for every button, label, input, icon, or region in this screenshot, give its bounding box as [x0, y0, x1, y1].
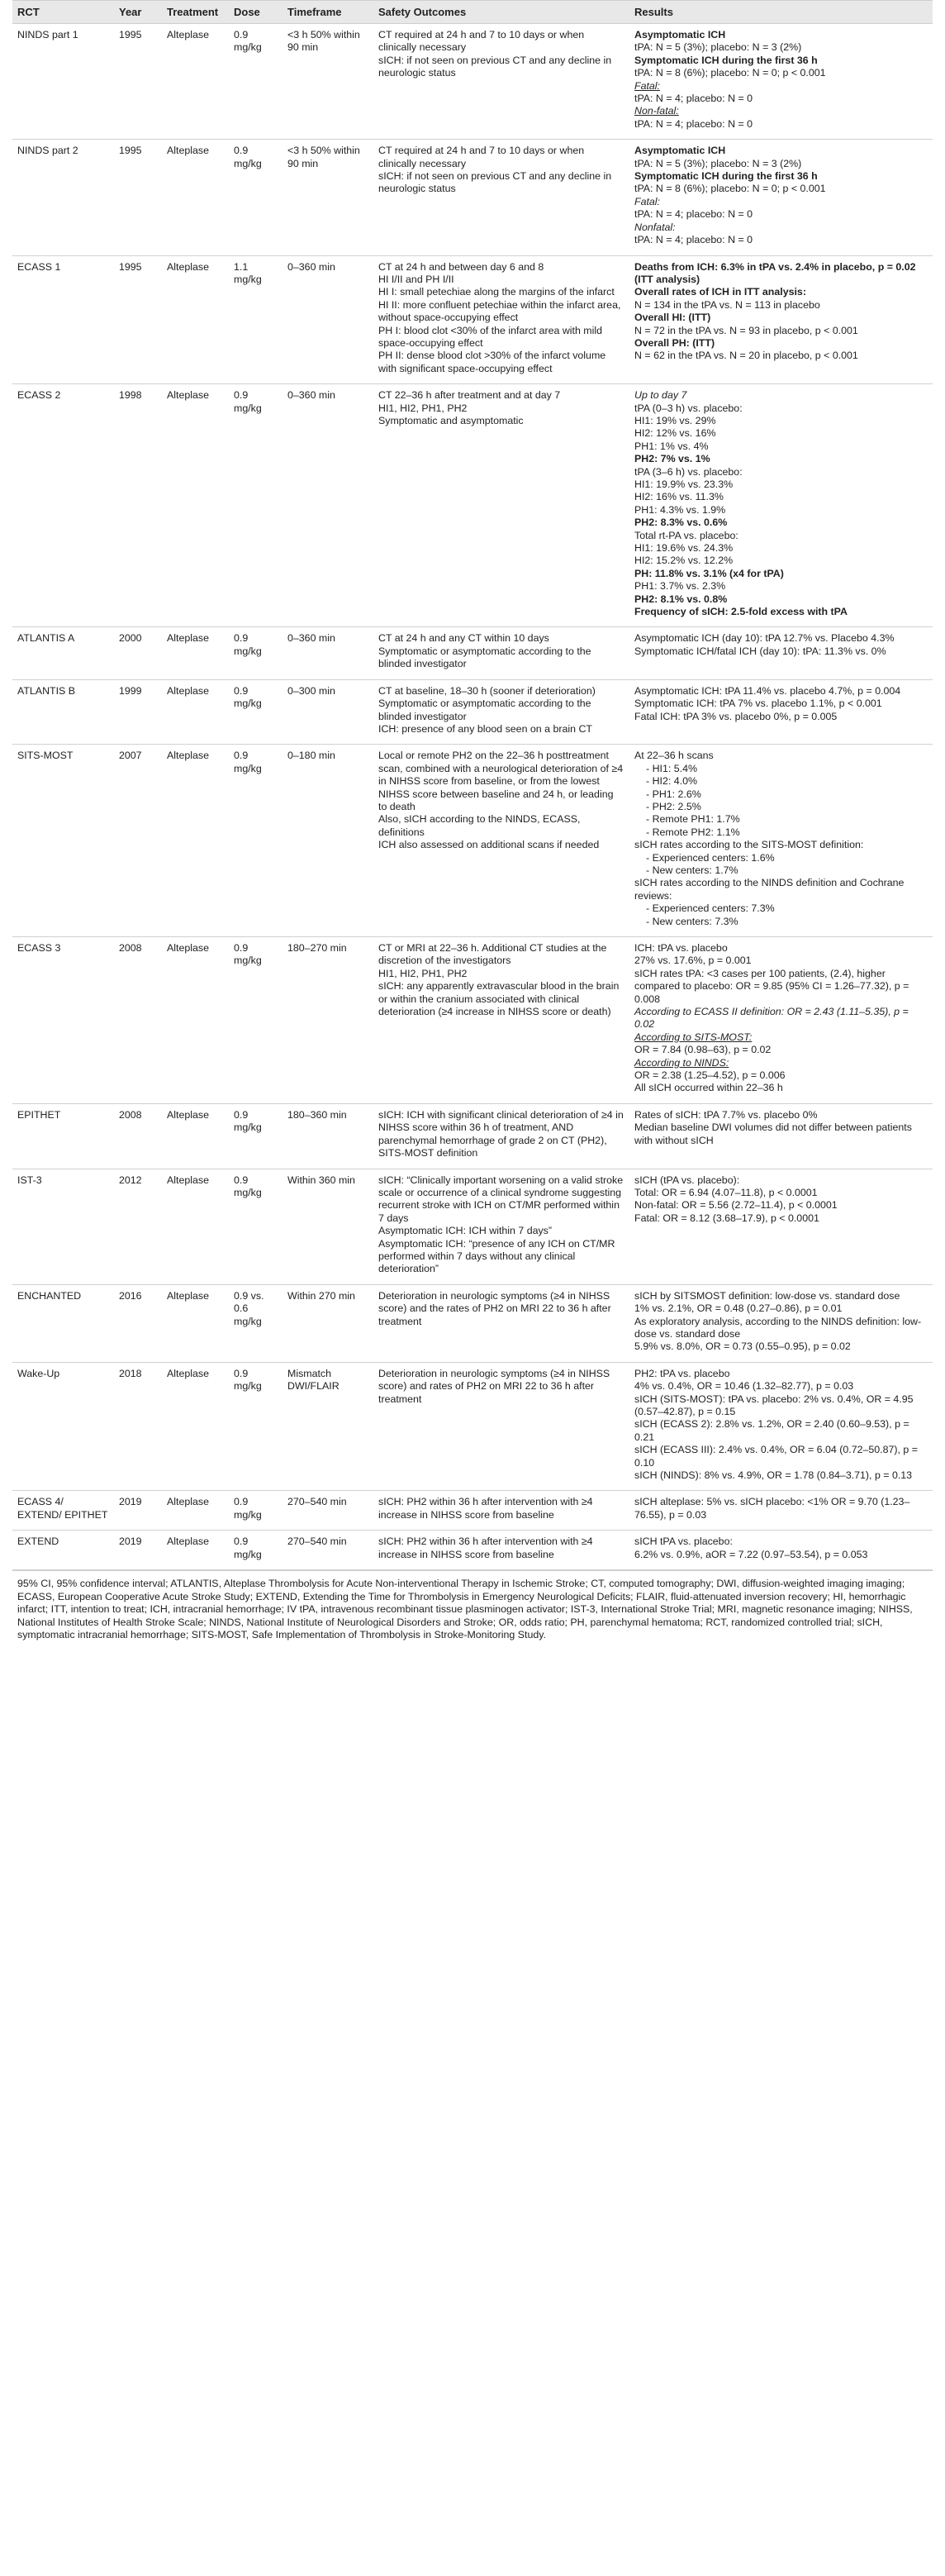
table-row — [12, 140, 933, 255]
cell-year: 2008 — [114, 937, 162, 1104]
cell-safety-outcomes — [373, 1362, 629, 1491]
table-row — [12, 745, 933, 937]
cell-year: 1999 — [114, 679, 162, 745]
cell-dose: 0.9 mg/kg — [229, 1362, 283, 1491]
result-line: Non-fatal: OR = 5.56 (2.72–11.4), p < 0.0001 — [634, 1199, 838, 1212]
cell-rct: ECASS 2 — [12, 384, 114, 627]
result-line: - PH1: 2.6% — [646, 788, 701, 800]
safety-line: Deterioration in neurologic symptoms (≥4 in NIHSS score) and rates of PH2 on MRI 22 to 36 h after treatment — [378, 1367, 610, 1405]
cell-dose: 0.9 mg/kg — [229, 1169, 283, 1284]
result-line: PH1: 4.3% vs. 1.9% — [634, 503, 726, 516]
result-line: As exploratory analysis, according to the NINDS definition: low-dose vs. standard dose — [634, 1315, 922, 1340]
cell-rct: ENCHANTED — [12, 1284, 114, 1362]
safety-line: ICH also assessed on additional scans if needed — [378, 839, 600, 851]
result-line: Total: OR = 6.94 (4.07–11.8), p < 0.0001 — [634, 1186, 818, 1198]
safety-line: sICH: PH2 within 36 h after intervention with ≥4 increase in NIHSS score from baseline — [378, 1496, 593, 1521]
cell-rct: EPITHET — [12, 1103, 114, 1169]
result-line: N = 72 in the tPA vs. N = 93 in placebo, p < 0.001 — [634, 324, 858, 336]
table-row — [12, 627, 933, 679]
cell-treatment: Alteplase — [162, 1362, 229, 1491]
cell-treatment: Alteplase — [162, 24, 229, 140]
cell-safety-outcomes — [373, 255, 629, 384]
col-header-rct: RCT — [12, 1, 114, 24]
cell-results — [629, 255, 933, 384]
result-line: Frequency of sICH: 2.5-fold excess with tPA — [634, 606, 848, 618]
cell-rct: ECASS 3 — [12, 937, 114, 1104]
result-line: tPA: N = 8 (6%); placebo: N = 0; p < 0.001 — [634, 183, 826, 195]
result-line: Non-fatal: — [634, 105, 679, 117]
cell-treatment: Alteplase — [162, 255, 229, 384]
table-footnote: 95% CI, 95% confidence interval; ATLANTIS, Alteplase Thrombolysis for Acute Non-interventional Therapy in Ischemic Stroke; CT, computed tomography; DWI, diffusion-weighted imaging imaging; ECASS, European Cooperative Acute Stroke Study; EXTEND, Extending the Time for Thrombolysis in Emergency Neurological Deficits; FLAIR, fluid-attenuated inversion recovery; HI, hemorrhagic infarct; ITT, intention to treat; ICH, intracranial hemorrhage; IV tPA, intravenous recombinant tissue plasminogen activator; IST-3, International Stroke Trial; MRI, magnetic resonance imaging; NIHSS, National Institutes of Health Stroke Scale; NINDS, National Institute of Neurological Disorders and Stroke; OR, odds ratio; PH, parenchymal hematoma; RCT, randomized controlled trial; sICH, symptomatic intracranial hemorrhage; SITS-MOST, Safe Implementation of Thrombolysis in Stroke-Monitoring Study. — [12, 1570, 933, 1647]
result-line: At 22–36 h scans — [634, 750, 714, 762]
cell-treatment: Alteplase — [162, 1491, 229, 1531]
cell-results — [629, 627, 933, 679]
cell-treatment: Alteplase — [162, 140, 229, 255]
result-line: sICH rates according to the NINDS definition and Cochrane reviews: — [634, 877, 905, 902]
safety-line: Also, sICH according to the NINDS, ECASS, definitions — [378, 813, 581, 838]
result-line: Up to day 7 — [634, 389, 687, 402]
cell-results — [629, 1531, 933, 1570]
cell-year: 2012 — [114, 1169, 162, 1284]
safety-line: sICH: if not seen on previous CT and any decline in neurologic status — [378, 170, 612, 195]
cell-timeframe: Within 270 min — [283, 1284, 373, 1362]
result-line: Fatal ICH: tPA 3% vs. placebo 0%, p = 0.005 — [634, 710, 838, 722]
result-line: tPA: N = 4; placebo: N = 0 — [634, 208, 753, 221]
cell-safety-outcomes — [373, 140, 629, 255]
result-line: - New centers: 7.3% — [646, 915, 738, 927]
result-line: sICH rates tPA: <3 cases per 100 patients, (2.4), higher compared to placebo: OR = 9.85 (95% CI = 1.26–77.32), p = 0.008 — [634, 967, 909, 1005]
cell-dose: 0.9 mg/kg — [229, 679, 283, 745]
cell-rct: ATLANTIS B — [12, 679, 114, 745]
safety-line: sICH: any apparently extravascular blood in the brain or within the cranium associated with clinical deterioration (≥4 increase in NIHSS score or death) — [378, 980, 620, 1018]
safety-line: CT at baseline, 18–30 h (sooner if deterioration) — [378, 684, 596, 697]
safety-line: CT required at 24 h and 7 to 10 days or when clinically necessary — [378, 29, 585, 54]
cell-results — [629, 1491, 933, 1531]
safety-line: Asymptomatic ICH: ICH within 7 days” — [378, 1225, 553, 1237]
result-line: - Experienced centers: 1.6% — [646, 851, 775, 864]
table-row — [12, 255, 933, 384]
result-line: 6.2% vs. 0.9%, aOR = 7.22 (0.97–53.54), p = 0.053 — [634, 1548, 868, 1560]
result-line: Asymptomatic ICH — [634, 145, 726, 157]
cell-rct: ATLANTIS A — [12, 627, 114, 679]
cell-treatment: Alteplase — [162, 745, 229, 937]
cell-dose: 0.9 mg/kg — [229, 937, 283, 1104]
result-line: Fatal: OR = 8.12 (3.68–17.9), p < 0.0001 — [634, 1212, 819, 1224]
cell-safety-outcomes — [373, 679, 629, 745]
cell-year: 2000 — [114, 627, 162, 679]
cell-timeframe: 0–360 min — [283, 627, 373, 679]
safety-line: ICH: presence of any blood seen on a brain CT — [378, 722, 592, 735]
cell-results — [629, 1169, 933, 1284]
cell-rct: Wake-Up — [12, 1362, 114, 1491]
col-header-safety-outcomes: Safety Outcomes — [373, 1, 629, 24]
cell-treatment: Alteplase — [162, 937, 229, 1104]
result-line: Asymptomatic ICH: tPA 11.4% vs. placebo 4.7%, p = 0.004 — [634, 684, 901, 697]
result-line: OR = 2.38 (1.25–4.52), p = 0.006 — [634, 1069, 786, 1082]
result-line: 27% vs. 17.6%, p = 0.001 — [634, 955, 752, 967]
result-line: sICH (ECASS 2): 2.8% vs. 1.2%, OR = 2.40 (0.60–9.53), p = 0.21 — [634, 1418, 909, 1443]
result-line: PH1: 3.7% vs. 2.3% — [634, 580, 726, 593]
result-line: - PH2: 2.5% — [646, 800, 701, 812]
cell-results — [629, 24, 933, 140]
result-line: PH2: 7% vs. 1% — [634, 453, 710, 465]
cell-treatment: Alteplase — [162, 1103, 229, 1169]
safety-line: CT at 24 h and any CT within 10 days — [378, 632, 549, 645]
table-row — [12, 24, 933, 140]
safety-line: sICH: “Clinically important worsening on a valid stroke scale or occurrence of a clinical syndrome suggesting recurrent stroke with ICH on CT/MR performed within 7 days — [378, 1174, 624, 1224]
col-header-timeframe: Timeframe — [283, 1, 373, 24]
table-body — [12, 24, 933, 1570]
cell-dose: 0.9 vs. 0.6 mg/kg — [229, 1284, 283, 1362]
col-header-results: Results — [629, 1, 933, 24]
cell-rct: ECASS 4/ EXTEND/ EPITHET — [12, 1491, 114, 1531]
cell-timeframe: Within 360 min — [283, 1169, 373, 1284]
cell-year: 1995 — [114, 255, 162, 384]
result-line: HI1: 19.6% vs. 24.3% — [634, 542, 734, 555]
safety-line: Deterioration in neurologic symptoms (≥4 in NIHSS score) and the rates of PH2 on MRI 22 to 36 h after treatment — [378, 1289, 611, 1327]
result-line: sICH (NINDS): 8% vs. 4.9%, OR = 1.78 (0.84–3.71), p = 0.13 — [634, 1469, 913, 1482]
result-line: sICH (SITS-MOST): tPA vs. placebo: 2% vs. 0.4%, OR = 4.95 (0.57–42.87), p = 0.15 — [634, 1393, 914, 1417]
safety-line: HI I/II and PH I/II — [378, 273, 454, 285]
cell-safety-outcomes — [373, 627, 629, 679]
result-line: - HI2: 4.0% — [646, 775, 697, 788]
cell-dose: 0.9 mg/kg — [229, 1491, 283, 1531]
result-line: N = 134 in the tPA vs. N = 113 in placebo — [634, 298, 820, 311]
result-line: sICH (ECASS III): 2.4% vs. 0.4%, OR = 6.04 (0.72–50.87), p = 0.10 — [634, 1444, 918, 1469]
result-line: PH2: 8.1% vs. 0.8% — [634, 593, 728, 605]
cell-year: 1995 — [114, 140, 162, 255]
result-line: Symptomatic ICH during the first 36 h — [634, 54, 818, 66]
table-row — [12, 384, 933, 627]
safety-line: CT required at 24 h and 7 to 10 days or when clinically necessary — [378, 145, 585, 169]
result-line: ICH: tPA vs. placebo — [634, 942, 728, 954]
safety-line: CT at 24 h and between day 6 and 8 — [378, 260, 544, 273]
cell-dose: 0.9 mg/kg — [229, 745, 283, 937]
safety-line: Asymptomatic ICH: “presence of any ICH on CT/MR performed within 7 days without any clinical deterioration” — [378, 1237, 615, 1275]
cell-rct: ECASS 1 — [12, 255, 114, 384]
result-line: Rates of sICH: tPA 7.7% vs. placebo 0% — [634, 1108, 818, 1121]
result-line: Asymptomatic ICH (day 10): tPA 12.7% vs. Placebo 4.3% — [634, 632, 895, 645]
result-line: sICH tPA vs. placebo: — [634, 1536, 733, 1548]
result-line: Overall HI: (ITT) — [634, 312, 711, 324]
result-line: Symptomatic ICH: tPA 7% vs. placebo 1.1%, p < 0.001 — [634, 698, 882, 710]
result-line: Total rt-PA vs. placebo: — [634, 529, 738, 541]
result-line: HI2: 12% vs. 16% — [634, 427, 716, 440]
cell-treatment: Alteplase — [162, 627, 229, 679]
cell-safety-outcomes — [373, 1531, 629, 1570]
table-row — [12, 1284, 933, 1362]
cell-timeframe: 0–180 min — [283, 745, 373, 937]
result-line: tPA: N = 4; placebo: N = 0 — [634, 117, 753, 130]
cell-timeframe: 270–540 min — [283, 1491, 373, 1531]
cell-rct: NINDS part 1 — [12, 24, 114, 140]
cell-results — [629, 384, 933, 627]
cell-treatment: Alteplase — [162, 384, 229, 627]
result-line: - Remote PH1: 1.7% — [646, 813, 740, 826]
cell-dose: 0.9 mg/kg — [229, 140, 283, 255]
safety-line: sICH: ICH with significant clinical deterioration of ≥4 in NIHSS score within 36 h of treatment, AND parenchymal hemorrhage of grade 2 on CT (PH2), SITS-MOST definition — [378, 1108, 624, 1159]
cell-year: 1998 — [114, 384, 162, 627]
safety-line: HI I: small petechiae along the margins of the infarct — [378, 286, 615, 298]
cell-dose: 1.1 mg/kg — [229, 255, 283, 384]
result-line: PH2: 8.3% vs. 0.6% — [634, 517, 728, 529]
cell-treatment: Alteplase — [162, 1169, 229, 1284]
cell-timeframe: Mismatch DWI/FLAIR — [283, 1362, 373, 1491]
result-line: Symptomatic ICH during the first 36 h — [634, 170, 818, 183]
result-line: According to SITS-MOST: — [634, 1031, 753, 1043]
result-line: sICH by SITSMOST definition: low-dose vs. standard dose — [634, 1289, 900, 1302]
cell-results — [629, 1103, 933, 1169]
result-line: Fatal: — [634, 79, 660, 92]
cell-timeframe: 180–270 min — [283, 937, 373, 1104]
cell-safety-outcomes — [373, 1169, 629, 1284]
table-row — [12, 1169, 933, 1284]
cell-year: 2008 — [114, 1103, 162, 1169]
cell-results — [629, 745, 933, 937]
result-line: sICH alteplase: 5% vs. sICH placebo: <1% OR = 9.70 (1.23–76.55), p = 0.03 — [634, 1496, 910, 1521]
table-row — [12, 937, 933, 1104]
cell-safety-outcomes — [373, 1284, 629, 1362]
table-row — [12, 1362, 933, 1491]
cell-results — [629, 1362, 933, 1491]
cell-rct: EXTEND — [12, 1531, 114, 1570]
safety-line: Symptomatic or asymptomatic according to the blinded investigator — [378, 698, 591, 722]
cell-dose: 0.9 mg/kg — [229, 24, 283, 140]
cell-safety-outcomes — [373, 745, 629, 937]
cell-results — [629, 937, 933, 1104]
result-line: sICH (tPA vs. placebo): — [634, 1174, 740, 1186]
result-line: Nonfatal: — [634, 221, 676, 233]
header-row — [12, 1, 933, 24]
result-line: N = 62 in the tPA vs. N = 20 in placebo, p < 0.001 — [634, 350, 858, 362]
result-line: PH1: 1% vs. 4% — [634, 440, 709, 452]
cell-safety-outcomes — [373, 384, 629, 627]
col-header-treatment: Treatment — [162, 1, 229, 24]
cell-safety-outcomes — [373, 24, 629, 140]
safety-line: HI II: more confluent petechiae within the infarct area, without space-occupying effect — [378, 298, 621, 324]
result-line: HI2: 15.2% vs. 12.2% — [634, 555, 734, 567]
cell-results — [629, 679, 933, 745]
result-line: Overall rates of ICH in ITT analysis: — [634, 286, 806, 298]
result-line: OR = 7.84 (0.98–63), p = 0.02 — [634, 1044, 772, 1056]
result-line: 1% vs. 2.1%, OR = 0.48 (0.27–0.86), p = 0.01 — [634, 1302, 843, 1315]
result-line: Fatal: — [634, 195, 660, 207]
table-row — [12, 679, 933, 745]
result-line: Overall PH: (ITT) — [634, 336, 715, 349]
safety-line: PH II: dense blood clot >30% of the infarct volume with significant space-occupying effect — [378, 350, 606, 374]
result-line: According to ECASS II definition: OR = 2.43 (1.11–5.35), p = 0.02 — [634, 1006, 909, 1031]
col-header-year: Year — [114, 1, 162, 24]
cell-year: 2007 — [114, 745, 162, 937]
safety-line: sICH: PH2 within 36 h after intervention with ≥4 increase in NIHSS score from baseline — [378, 1536, 593, 1560]
cell-year: 2019 — [114, 1491, 162, 1531]
result-line: Symptomatic ICH/fatal ICH (day 10): tPA: 11.3% vs. 0% — [634, 645, 886, 657]
result-line: tPA (3–6 h) vs. placebo: — [634, 465, 743, 478]
safety-line: CT 22–36 h after treatment and at day 7 — [378, 389, 561, 402]
cell-year: 2019 — [114, 1531, 162, 1570]
result-line: PH2: tPA vs. placebo — [634, 1367, 730, 1379]
cell-safety-outcomes — [373, 1103, 629, 1169]
rct-safety-table — [12, 0, 933, 1570]
cell-timeframe: 180–360 min — [283, 1103, 373, 1169]
cell-rct: IST-3 — [12, 1169, 114, 1284]
result-line: tPA: N = 8 (6%); placebo: N = 0; p < 0.001 — [634, 67, 826, 79]
result-line: tPA: N = 4; placebo: N = 0 — [634, 234, 753, 246]
safety-line: sICH: if not seen on previous CT and any decline in neurologic status — [378, 54, 612, 79]
safety-line: HI1, HI2, PH1, PH2 — [378, 967, 468, 979]
result-line: HI1: 19.9% vs. 23.3% — [634, 479, 734, 490]
table-row — [12, 1531, 933, 1570]
result-line: sICH rates according to the SITS-MOST definition: — [634, 839, 864, 851]
safety-line: Local or remote PH2 on the 22–36 h posttreatment scan, combined with a neurological deterioration of ≥4 in NIHSS score from baseline, or from the lowest NIHSS score between baseline and 24 h, or leading to death — [378, 750, 624, 812]
result-line: According to NINDS: — [634, 1056, 729, 1069]
cell-treatment: Alteplase — [162, 1531, 229, 1570]
safety-line: PH I: blood clot <30% of the infarct area with mild space-occupying effect — [378, 324, 603, 349]
cell-results — [629, 1284, 933, 1362]
result-line: 4% vs. 0.4%, OR = 10.46 (1.32–82.77), p = 0.03 — [634, 1380, 854, 1393]
cell-year: 2016 — [114, 1284, 162, 1362]
cell-timeframe: 0–300 min — [283, 679, 373, 745]
cell-timeframe: 0–360 min — [283, 255, 373, 384]
cell-dose: 0.9 mg/kg — [229, 1531, 283, 1570]
result-line: HI2: 16% vs. 11.3% — [634, 491, 724, 503]
result-line: Asymptomatic ICH — [634, 29, 726, 40]
result-line: Median baseline DWI volumes did not differ between patients with without sICH — [634, 1121, 912, 1146]
result-line: All sICH occurred within 22–36 h — [634, 1082, 783, 1094]
result-line: - Remote PH2: 1.1% — [646, 826, 740, 838]
result-line: - Experienced centers: 7.3% — [646, 902, 775, 915]
table-container — [12, 0, 933, 1647]
result-line: - HI1: 5.4% — [646, 762, 697, 774]
cell-timeframe: <3 h 50% within 90 min — [283, 24, 373, 140]
result-line: tPA: N = 5 (3%); placebo: N = 3 (2%) — [634, 41, 802, 54]
cell-year: 1995 — [114, 24, 162, 140]
col-header-dose: Dose — [229, 1, 283, 24]
result-line: 5.9% vs. 8.0%, OR = 0.73 (0.55–0.95), p = 0.02 — [634, 1340, 851, 1353]
cell-rct: SITS-MOST — [12, 745, 114, 937]
table-row — [12, 1491, 933, 1531]
cell-safety-outcomes — [373, 937, 629, 1104]
result-line: tPA: N = 4; placebo: N = 0 — [634, 93, 753, 105]
cell-treatment: Alteplase — [162, 679, 229, 745]
safety-line: CT or MRI at 22–36 h. Additional CT studies at the discretion of the investigators — [378, 942, 607, 967]
safety-line: Symptomatic or asymptomatic according to the blinded investigator — [378, 645, 591, 670]
cell-safety-outcomes — [373, 1491, 629, 1531]
cell-dose: 0.9 mg/kg — [229, 627, 283, 679]
cell-results — [629, 140, 933, 255]
result-line: HI1: 19% vs. 29% — [634, 414, 716, 426]
result-line: tPA: N = 5 (3%); placebo: N = 3 (2%) — [634, 157, 802, 169]
result-line: tPA (0–3 h) vs. placebo: — [634, 402, 743, 414]
cell-year: 2018 — [114, 1362, 162, 1491]
result-line: - New centers: 1.7% — [646, 864, 738, 876]
cell-dose: 0.9 mg/kg — [229, 384, 283, 627]
cell-rct: NINDS part 2 — [12, 140, 114, 255]
cell-timeframe: 270–540 min — [283, 1531, 373, 1570]
cell-dose: 0.9 mg/kg — [229, 1103, 283, 1169]
cell-timeframe: <3 h 50% within 90 min — [283, 140, 373, 255]
cell-treatment: Alteplase — [162, 1284, 229, 1362]
result-line: PH: 11.8% vs. 3.1% (x4 for tPA) — [634, 567, 784, 579]
cell-timeframe: 0–360 min — [283, 384, 373, 627]
safety-line: Symptomatic and asymptomatic — [378, 414, 524, 426]
table-row — [12, 1103, 933, 1169]
result-line: Deaths from ICH: 6.3% in tPA vs. 2.4% in placebo, p = 0.02 (ITT analysis) — [634, 260, 916, 285]
safety-line: HI1, HI2, PH1, PH2 — [378, 402, 468, 414]
